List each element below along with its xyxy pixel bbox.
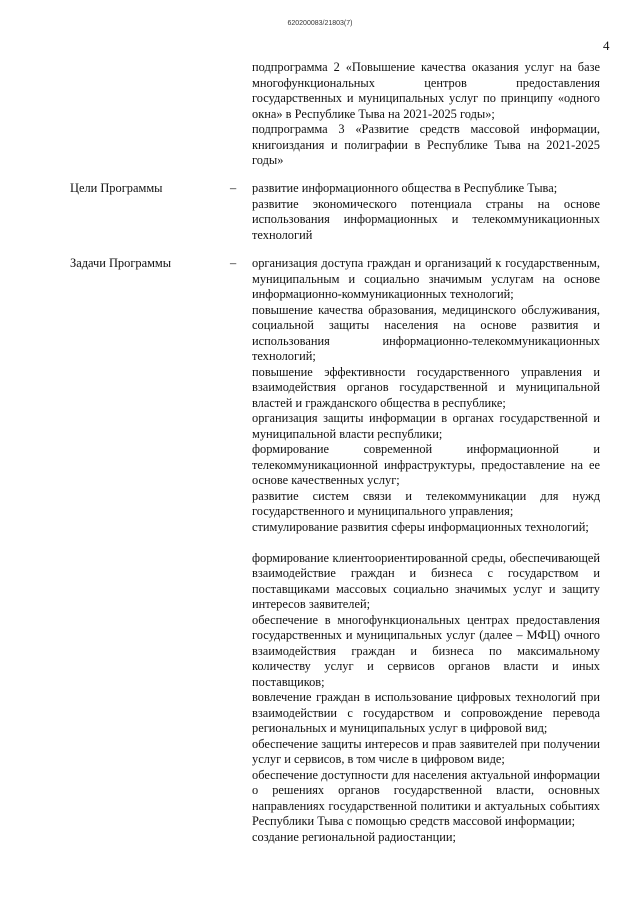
task-item: формирование клиентоориентированной среды, обеспечивающей взаимодействие граждан и бизнеса с государством и поставщиками массовых социально значимых услуг и защиту интересов заявителей; — [252, 550, 600, 611]
task-item: организация защиты информации в органах государственной и муниципальной власти республики; — [252, 411, 600, 441]
goals-dash: – — [230, 181, 237, 195]
task-item: повышение эффективности государственного управления и взаимодействия органов государственной и муниципальной властей и гражданского общества в республике; — [252, 364, 600, 410]
goal-item: развитие информационного общества в Республике Тыва; — [252, 181, 558, 195]
task-item: обеспечение доступности для населения актуальной информации о решениях органов государственной власти, основных направлениях государственной политики и актуальных событиях Республики Тыва с помощью средств массовой информации; — [252, 767, 600, 828]
goal-item: развитие экономического потенциала страны на основе использования информационных и телекоммуникационных технологий — [252, 196, 600, 242]
task-item: формирование современной информационной и телекоммуникационной инфраструктуры, предоставление на ее основе качественных услуг; — [252, 442, 600, 487]
task-item: обеспечение в многофункциональных центрах предоставления государственных и муниципальных услуг (далее – МФЦ) очного взаимодействия граждан и бизнеса по максимальному количеству услуг и сервисов органов власти и иных поставщиков; — [252, 612, 600, 689]
task-item: повышение качества образования, медицинского обслуживания, социальной защиты населения на основе развития и использования информационно-телекоммуникационных технологий; — [252, 302, 600, 363]
task-item: обеспечение защиты интересов и прав заявителей при получении услуг и сервисов, в том числе в цифровом виде; — [252, 736, 600, 766]
goals-label: Цели Программы — [70, 181, 163, 195]
tasks-dash: – — [230, 256, 237, 270]
tasks-label: Задачи Программы — [70, 256, 172, 270]
subprogram-2-text: подпрограмма 2 «Повышение качества оказания услуг на базе многофункциональных центров предоставления государственных и муниципальных услуг по принципу «одного окна» в Республике Тыва на 2021-2025 годы»; — [252, 60, 600, 121]
page-number: 4 — [603, 38, 610, 53]
document-code: 620200083/21803(7) — [287, 20, 353, 27]
task-item: вовлечение граждан в использование цифровых технологий при взаимодействии с государством и сопровождение перевода региональных и муниципальных услуг в цифровой вид; — [252, 690, 600, 735]
task-item: создание региональной радиостанции; — [252, 829, 456, 844]
subprogram-3-text: подпрограмма 3 «Развитие средств массовой информации, книгоиздания и полиграфии в Республике Тыва на 2021-2025 годы» — [252, 122, 600, 167]
task-item: стимулирование развития сферы информационных технологий; — [252, 519, 589, 534]
task-item: организация доступа граждан и организаций к государственным, муниципальным и социально значимым услугам на основе информационно-коммуникационных технологий; — [252, 256, 600, 301]
task-item: развитие систем связи и телекоммуникации для нужд государственного и муниципального управления; — [252, 488, 600, 518]
